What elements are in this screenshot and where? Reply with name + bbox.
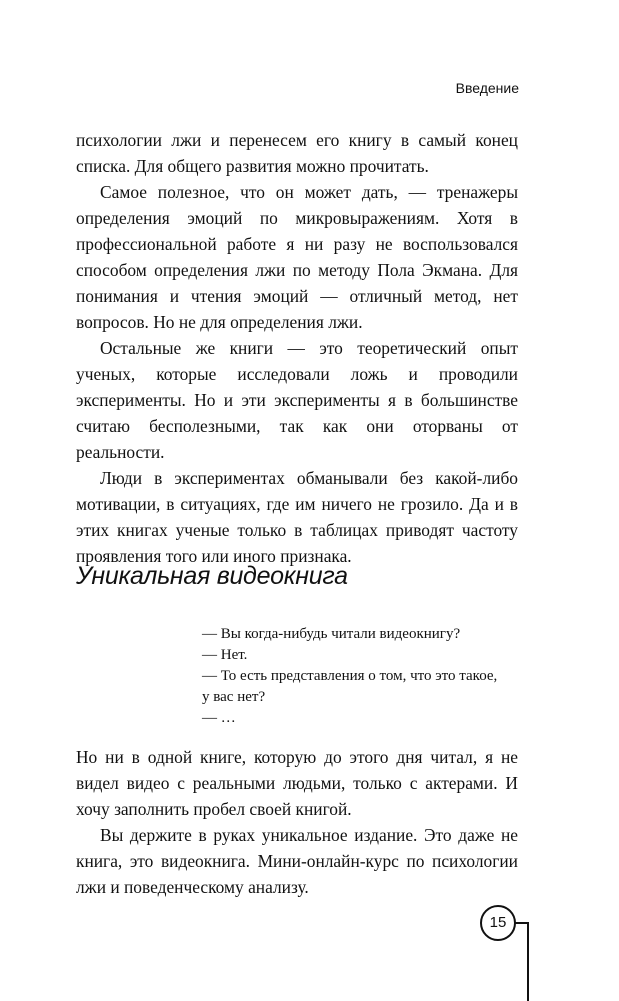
dialog-line: — Вы когда-нибудь читали видеокнигу? (202, 626, 461, 642)
running-header: Введение (455, 80, 519, 96)
page-number: 15 (480, 905, 516, 941)
page-edge-line (527, 922, 529, 1001)
dialog-line: — То есть представления о том, что это такое, (202, 668, 498, 684)
text-block-bottom (76, 744, 518, 900)
paragraph: Но ни в одной книге, которую до этого дня читал, я не видел видео с реальными людьми, только с актерами. И хочу заполнить пробел своей книгой. (76, 747, 518, 819)
paragraph: Вы держите в руках уникальное издание. Это даже не книга, это видеокнига. Мини-онлайн-курс по психологии лжи и поведенческому анализу. (76, 825, 518, 897)
text-block-top (76, 127, 518, 569)
paragraph: Люди в экспериментах обманывали без какой-либо мотивации, в ситуациях, где им ничего не грозило. Да и в этих книгах ученые только в таблицах приводят частоту проявления того или иного признака. (76, 468, 518, 566)
paragraph-continuation: психологии лжи и перенесем его книгу в самый конец списка. Для общего развития можно прочитать. (76, 130, 518, 176)
dialog-line: у вас нет? (202, 689, 266, 705)
dialog-line: — Нет. (202, 647, 248, 663)
paragraph: Самое полезное, что он может дать, — тренажеры определения эмоций по микровыражениям. Хотя в профессиональной работе я ни разу не воспользовался способом определения лжи по методу Пола Экмана. Для понимания и чтения эмоций — отличный метод, нет вопросов. Но не для определения лжи. (76, 182, 518, 332)
paragraph: Остальные же книги — это теоретический опыт ученых, которые исследовали ложь и проводили эксперименты. Но и эти эксперименты я в большинстве считаю бесполезными, так как они оторваны от реальности. (76, 338, 518, 462)
dialog-epigraph (202, 624, 522, 729)
section-heading: Уникальная видеокнига (76, 562, 348, 590)
dialog-line: — … (202, 710, 236, 726)
